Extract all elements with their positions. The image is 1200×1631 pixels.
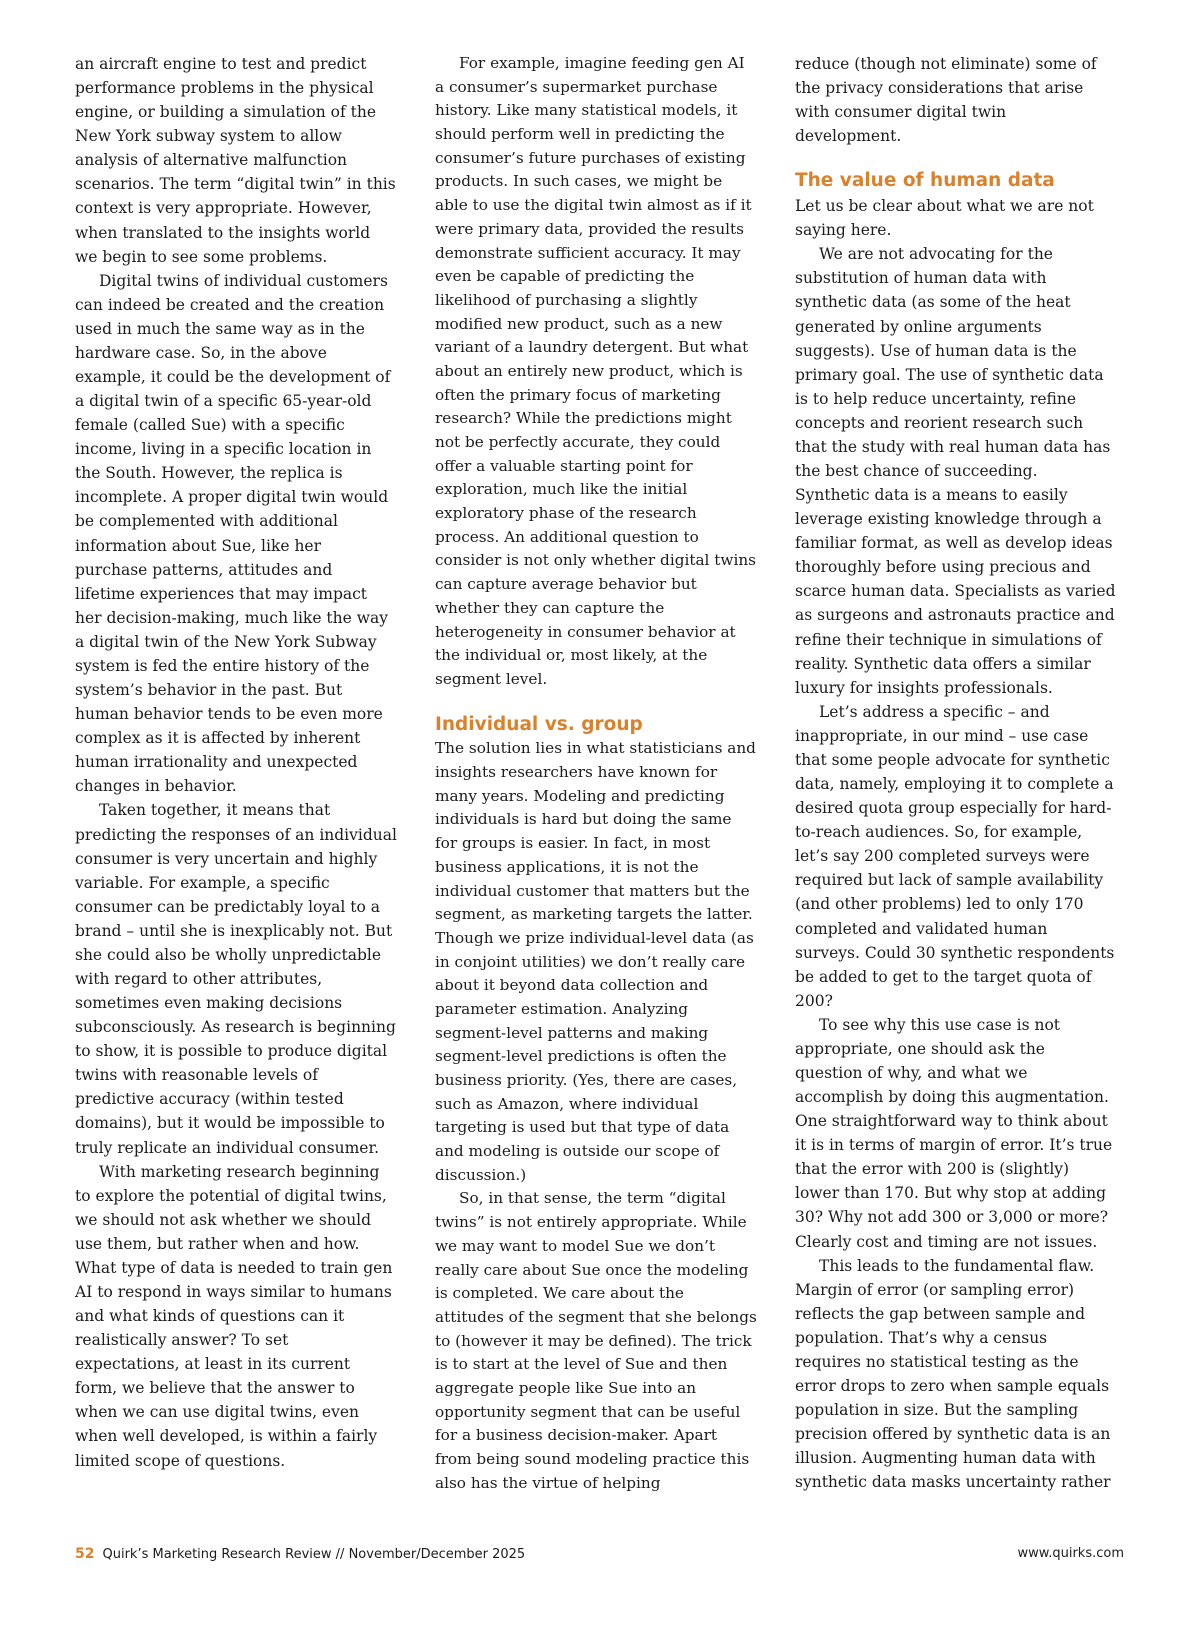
- article-column-3: [795, 52, 1117, 1494]
- body-paragraph: Let us be clear about what we are not saying here.: [795, 197, 1094, 240]
- body-paragraph: Taken together, it means that predicting the responses of an individual consumer is very uncertain and highly variable. For example, a specific consumer can be predictably loyal to a brand – until she is inexplicably not. But she could also be wholly unpredictable with regard to other attributes, sometimes even making decisions subconsciously. As research is beginning to show, it is possible to produce digital twins with reasonable levels of predictive accuracy (within tested domains), but it would be impossible to truly replicate an individual consumer.: [75, 801, 397, 1157]
- body-paragraph: With marketing research beginning to explore the potential of digital twins, we should not ask whether we should use them, but rather when and how. What type of data is needed to train gen AI to respond in ways similar to humans and what kinds of questions can it realistically answer? To set expectations, at least in its current form, we believe that the answer to when we can use digital twins, even when well developed, is within a fairly limited scope of questions.: [75, 1162, 393, 1470]
- section-heading: Individual vs. group: [435, 713, 643, 735]
- body-paragraph: For example, imagine feeding gen AI a consumer’s supermarket purchase history. Like many statistical models, it should perform well in predicting the consumer’s future purchases of existing products. In such cases, we might be able to use the digital twin almost as if it were primary data, provided the results demonstrate sufficient accuracy. It may even be capable of predicting the likelihood of purchasing a slightly modified new product, such as a new variant of a laundry detergent. But what about an entirely new product, which is often the primary focus of marketing research? While the predictions might not be perfectly accurate, they could offer a valuable starting point for exploration, much like the initial exploratory phase of the research process. An additional question to consider is not only whether digital twins can capture average behavior but whether they can capture the heterogeneity in consumer behavior at the individual or, most likely, at the segment level.: [435, 54, 756, 688]
- section-heading: The value of human data: [795, 170, 1055, 192]
- body-paragraph: The solution lies in what statisticians and insights researchers have known for many years. Modeling and predicting individuals is hard but doing the same for groups is easier. In fact, in most business applications, it is not the individual customer that matters but the segment, as marketing targets the latter. Though we prize individual-level data (as in conjoint utilities) we don’t really care about it beyond data collection and parameter estimation. Analyzing segment-level patterns and making segment-level predictions is often the business priority. (Yes, there are cases, such as Amazon, where individual targeting is used but that type of data and modeling is outside our scope of discussion.): [435, 739, 756, 1184]
- body-paragraph: This leads to the fundamental flaw. Margin of error (or sampling error) reflects the gap between sample and population. That’s why a census requires no statistical testing as the error drops to zero when sample equals population in size. But the sampling precision offered by synthetic data is an illusion. Augmenting human data with synthetic data masks uncertainty rather: [795, 1256, 1111, 1492]
- page-footer-left: [75, 1545, 525, 1564]
- body-paragraph: Let’s address a specific – and inappropriate, in our mind – use case that some people advocate for synthetic data, namely, employing it to complete a desired quota group especially for hard-to-reach audiences. So, for example, let’s say 200 completed surveys were required but lack of sample availability (and other problems) led to only 170 completed and validated human surveys. Could 30 synthetic respondents be added to get to the target quota of 200?: [795, 702, 1115, 1010]
- body-paragraph: an aircraft engine to test and predict performance problems in the physical engine, or building a simulation of the New York subway system to allow analysis of alternative malfunction scenarios. The term “digital twin” in this context is very appropriate. However, when translated to the insights world we begin to see some problems.: [75, 55, 396, 266]
- body-paragraph: Digital twins of individual customers can indeed be created and the creation used in much the same way as in the hardware case. So, in the above example, it could be the development of a digital twin of a specific 65-year-old female (called Sue) with a specific income, living in a specific location in the South. However, the replica is incomplete. A proper digital twin would be complemented with additional information about Sue, like her purchase patterns, attitudes and lifetime experiences that may impact her decision-making, much like the way a digital twin of the New York Subway system is fed the entire history of the system’s behavior in the past. But human behavior tends to be even more complex as it is affected by inherent human irrationality and unexpected changes in behavior.: [75, 271, 391, 796]
- article-column-2: [435, 52, 757, 1495]
- body-paragraph: We are not advocating for the substitution of human data with synthetic data (as some of the heat generated by online arguments suggests). Use of human data is the primary goal. The use of synthetic data is to help reduce uncertainty, refine concepts and reorient research such that the study with real human data has the best chance of succeeding. Synthetic data is a means to easily leverage existing knowledge through a familiar format, as well as develop ideas thoroughly before using precious and scarce human data. Specialists as varied as surgeons and astronauts practice and refine their technique in simulations of reality. Synthetic data offers a similar luxury for insights professionals.: [795, 245, 1116, 697]
- publication-credit: Quirk’s Marketing Research Review // November/December 2025: [102, 1547, 526, 1562]
- body-paragraph: To see why this use case is not appropriate, one should ask the question of why, and what we accomplish by doing this augmentation. One straightforward way to think about it is in terms of margin of error. It’s true that the error with 200 is (slightly) lower than 170. But why stop at adding 30? Why not add 300 or 3,000 or more? Clearly cost and timing are not issues.: [795, 1015, 1113, 1251]
- page-number: 52: [75, 1546, 95, 1562]
- article-column-1: [75, 52, 397, 1473]
- body-paragraph: So, in that sense, the term “digital twins” is not entirely appropriate. While we may want to model Sue we don’t really care about Sue once the modeling is completed. We care about the attitudes of the segment that she belongs to (however it may be defined). The trick is to start at the level of Sue and then aggregate people like Sue into an opportunity segment that can be useful for a business decision-maker. Apart from being sound modeling practice this also has the virtue of helping: [435, 1189, 757, 1492]
- body-paragraph: reduce (though not eliminate) some of the privacy considerations that arise with consumer digital twin development.: [795, 55, 1097, 146]
- website-link[interactable]: www.quirks.com: [1017, 1546, 1124, 1561]
